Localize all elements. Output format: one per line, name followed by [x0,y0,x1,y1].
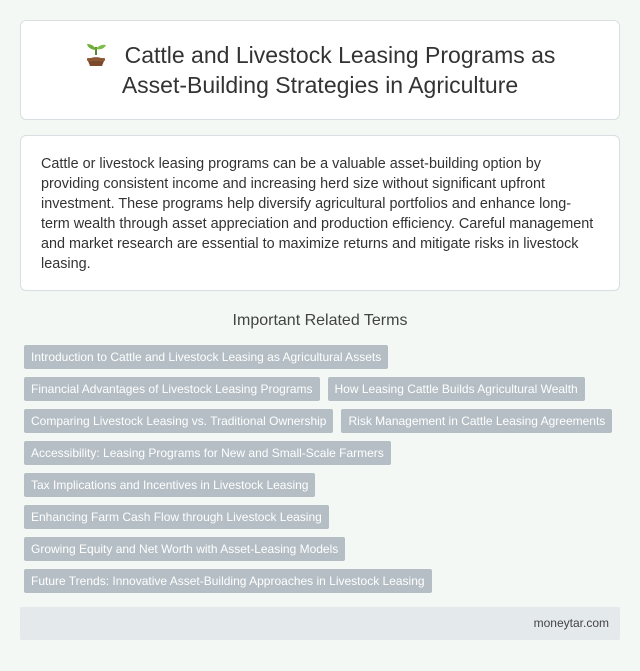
term-tag[interactable]: Tax Implications and Incentives in Livestock Leasing [24,473,315,497]
term-tag[interactable]: Enhancing Farm Cash Flow through Livestock Leasing [24,505,329,529]
term-tag[interactable]: Accessibility: Leasing Programs for New and Small-Scale Farmers [24,441,391,465]
term-row [24,409,620,433]
term-row [24,505,620,529]
summary-card [20,135,620,291]
term-row [24,569,620,593]
term-row [24,473,620,497]
term-tag[interactable]: Comparing Livestock Leasing vs. Traditional Ownership [24,409,333,433]
title-card [20,20,620,120]
footer-site-link[interactable]: moneytar.com [533,616,609,630]
term-row [24,441,620,465]
term-tag[interactable]: Financial Advantages of Livestock Leasing Programs [24,377,320,401]
related-terms-list [24,345,620,601]
term-row [24,345,620,369]
term-tag[interactable]: Growing Equity and Net Worth with Asset-Leasing Models [24,537,345,561]
term-tag[interactable]: Future Trends: Innovative Asset-Building Approaches in Livestock Leasing [24,569,432,593]
term-tag[interactable]: Risk Management in Cattle Leasing Agreements [341,409,612,433]
term-row [24,537,620,561]
sprout-icon [85,41,107,67]
term-tag[interactable]: Introduction to Cattle and Livestock Leasing as Agricultural Assets [24,345,388,369]
page-title [50,40,590,100]
term-row [24,377,620,401]
term-tag[interactable]: How Leasing Cattle Builds Agricultural Wealth [328,377,585,401]
related-terms-heading: Important Related Terms [232,312,408,329]
footer [20,607,620,640]
page-title-text: Cattle and Livestock Leasing Programs as Asset-Building Strategies in Agriculture [121,42,556,98]
summary-text: Cattle or livestock leasing programs can be a valuable asset-building option by providing consistent income and increasing herd size without significant upfront investment. These programs help diversify agricultural portfolios and enhance long-term wealth through asset appreciation and production efficiency. Careful management and market research are essential to maximize returns and mitigate risks in livestock leasing. [41,156,594,272]
